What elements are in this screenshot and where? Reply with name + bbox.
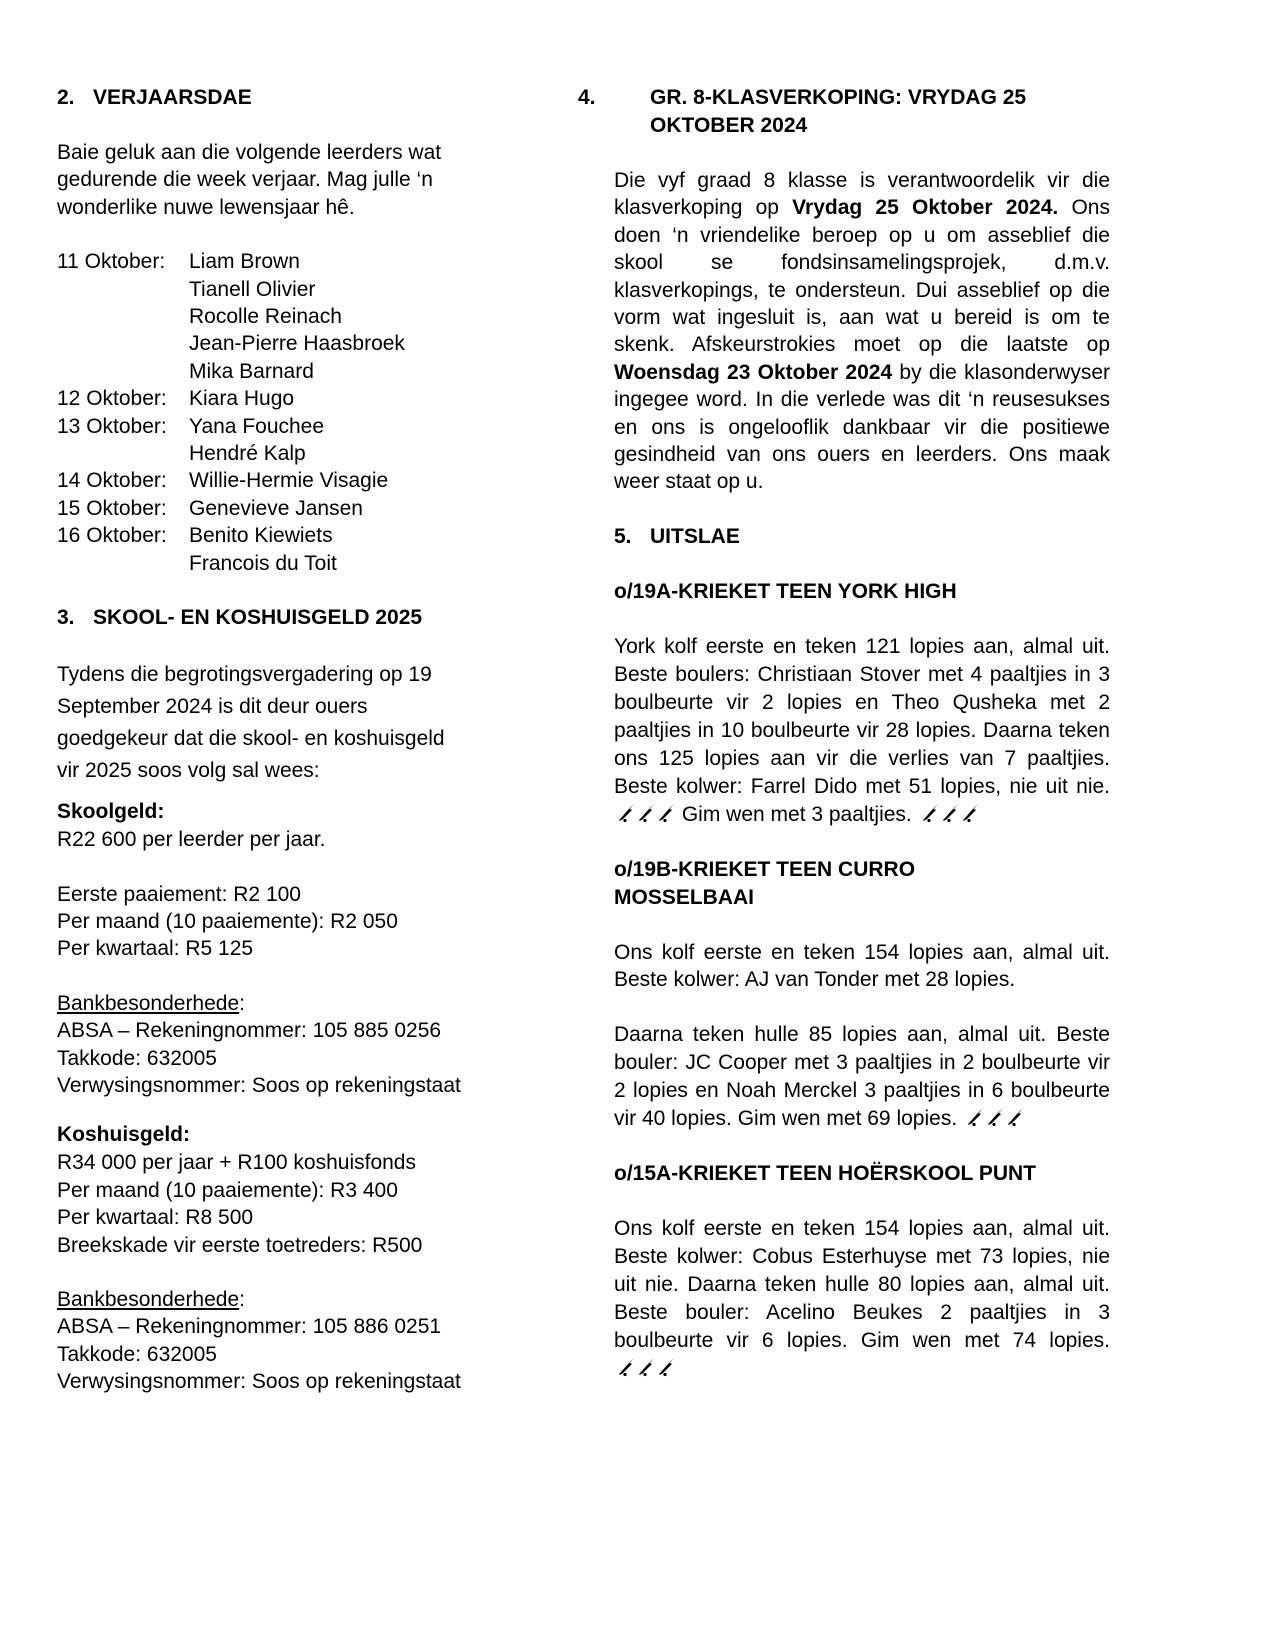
match-report: Ons kolf eerste en teken 154 lopies aan, almal uit. Beste kolwer: AJ van Tonder met 28 lopies. [614, 940, 1110, 992]
match-report: Ons kolf eerste en teken 154 lopies aan, almal uit. Beste kolwer: Cobus Esterhuyse met 73 lopies, nie uit nie. Daarna teken hulle 80 lopies aan, almal uit. Beste bouler: Acelino Beukes 2 paaltjies in 3 boulbeurte vir 6 lopies. Gim wen met 74 lopies. [614, 1215, 1110, 1383]
koshuis-line: R34 000 per jaar + R100 koshuisfonds [57, 1151, 416, 1175]
bank-line: Verwysingsnommer: Soos op rekeningstaat [57, 1370, 461, 1394]
bank-details-label: Bankbesonderhede: [57, 1287, 245, 1311]
koshuis-line: Breekskade vir eerste toetreders: R500 [57, 1233, 423, 1257]
payment-line: Eerste paaiement: R2 100 [57, 882, 301, 906]
birthday-list [57, 248, 557, 577]
bank-details-label: Bankbesonderhede: [57, 991, 245, 1015]
koshuis-line: Per kwartaal: R8 500 [57, 1206, 254, 1230]
birthday-entry: 15 Oktober: Genevieve Jansen [57, 495, 557, 522]
payment-line: Per maand (10 paaiemente): R2 050 [57, 909, 398, 933]
cricket-bat-icon [922, 803, 980, 823]
birthday-entry: 12 Oktober: Kiara Hugo [57, 385, 557, 412]
payment-line: Per kwartaal: R5 125 [57, 937, 254, 961]
koshuis-line: Per maand (10 paaiemente): R3 400 [57, 1178, 398, 1202]
birthday-name: Hendré Kalp [189, 442, 306, 466]
left-column [57, 84, 557, 1396]
birthday-intro: Baie geluk aan die volgende leerders wat gedurende die week verjaar. Mag julle ‘n wonderlike nuwe lewensjaar hê. [57, 141, 442, 219]
birthday-name: Mika Barnard [189, 359, 314, 383]
cricket-bat-icon [967, 1107, 1025, 1127]
section-heading-verjaarsdae: 2. VERJAARSDAE [57, 86, 252, 109]
bank-line: ABSA – Rekeningnommer: 105 885 0256 [57, 1019, 442, 1043]
birthday-name: Genevieve Jansen [189, 496, 363, 520]
section-heading-klasverkoping: 4. GR. 8-KLASVERKOPING: VRYDAG 25 OKTOBER 2024 [578, 86, 1027, 137]
birthday-name: Jean-Pierre Haasbroek [189, 332, 405, 356]
skoolgeld-heading: Skoolgeld: [57, 800, 165, 824]
bank-line: Takkode: 632005 [57, 1342, 217, 1366]
koshuisgeld-heading: Koshuisgeld: [57, 1123, 191, 1147]
match-heading: o/19A-KRIEKET TEEN YORK HIGH [614, 579, 957, 603]
birthday-name: Tianell Olivier [189, 277, 316, 301]
birthday-name: Willie-Hermie Visagie [189, 469, 389, 493]
bank-line: ABSA – Rekeningnommer: 105 886 0251 [57, 1315, 442, 1339]
birthday-name: Rocolle Reinach [189, 305, 342, 329]
section-heading-uitslae: 5. UITSLAE [614, 524, 740, 548]
klasverkoping-body: Die vyf graad 8 klasse is verantwoordelik vir die klasverkoping op Vrydag 25 Oktober 2024. Ons doen ‘n vriendelike beroep op u om asseblief die skool se fondsinsamelingsprojek, d.m.v. klasverkopings, te ondersteun. Dui asseblief op die vorm wat ingesluit is, aan wat u bereid is om te skenk. Afskeurstrokies moet op die laatste op Woensdag 23 Oktober 2024 by die klasonderwyser ingegee word. In die verlede was dit ‘n reusesukses en ons is ongelooflik dankbaar vir die positiewe gesindheid van ons ouers en leerders. Ons maak weer staat op u. [614, 169, 1110, 494]
skoolgeld-annual: R22 600 per leerder per jaar. [57, 828, 326, 852]
birthday-name: Benito Kiewiets [189, 524, 333, 548]
birthday-name: Kiara Hugo [189, 387, 295, 411]
match-heading: o/19B-KRIEKET TEEN CURRO MOSSELBAAI [614, 857, 916, 909]
birthday-entry: 13 Oktober: Yana Fouchee Hendré Kalp [57, 413, 557, 468]
fees-intro: Tydens die begrotingsvergadering op 19 September 2024 is dit deur ouers goedgekeur dat die skool- en koshuisgeld vir 2025 soos volg sal wees: [57, 663, 445, 783]
cricket-bat-icon [618, 1357, 676, 1377]
match-report: York kolf eerste en teken 121 lopies aan, almal uit. Beste boulers: Christiaan Stover met 4 paaltjies in 3 boulbeurte vir 2 lopies en Theo Qusheka met 2 paaltjies in 10 boulbeurte vir 28 lopies. Daarna teken ons 125 lopies aan vir die verlies van 7 paaltjies. Beste kolwer: Farrel Dido met 51 lopies, nie uit nie. Gim wen met 3 paaltjies. [614, 634, 1110, 826]
section-heading-geld: 3. SKOOL- EN KOSHUISGELD 2025 [57, 606, 423, 630]
match-heading: o/15A-KRIEKET TEEN HOËRSKOOL PUNT [614, 1161, 1036, 1185]
birthday-name: Liam Brown [189, 250, 300, 274]
match-report: Daarna teken hulle 85 lopies aan, almal uit. Beste bouler: JC Cooper met 3 paaltjies in 2 boulbeurte vir 2 lopies en Noah Merckel 3 paaltjies in 6 boulbeurte vir 40 lopies. Gim wen met 69 lopies. [614, 1022, 1110, 1130]
birthday-name: Yana Fouchee [189, 414, 325, 438]
birthday-entry: 11 Oktober: Liam Brown Tianell Olivier Rocolle Reinach Jean-Pierre Haasbroek Mika Barnard [57, 248, 557, 385]
bank-line: Takkode: 632005 [57, 1046, 217, 1070]
right-column [578, 84, 1110, 1383]
birthday-entry: 14 Oktober: Willie-Hermie Visagie [57, 467, 557, 494]
birthday-name: Francois du Toit [189, 551, 337, 575]
cricket-bat-icon [618, 803, 676, 823]
birthday-entry: 16 Oktober: Benito Kiewiets Francois du Toit [57, 522, 557, 577]
bank-line: Verwysingsnommer: Soos op rekeningstaat [57, 1073, 461, 1097]
